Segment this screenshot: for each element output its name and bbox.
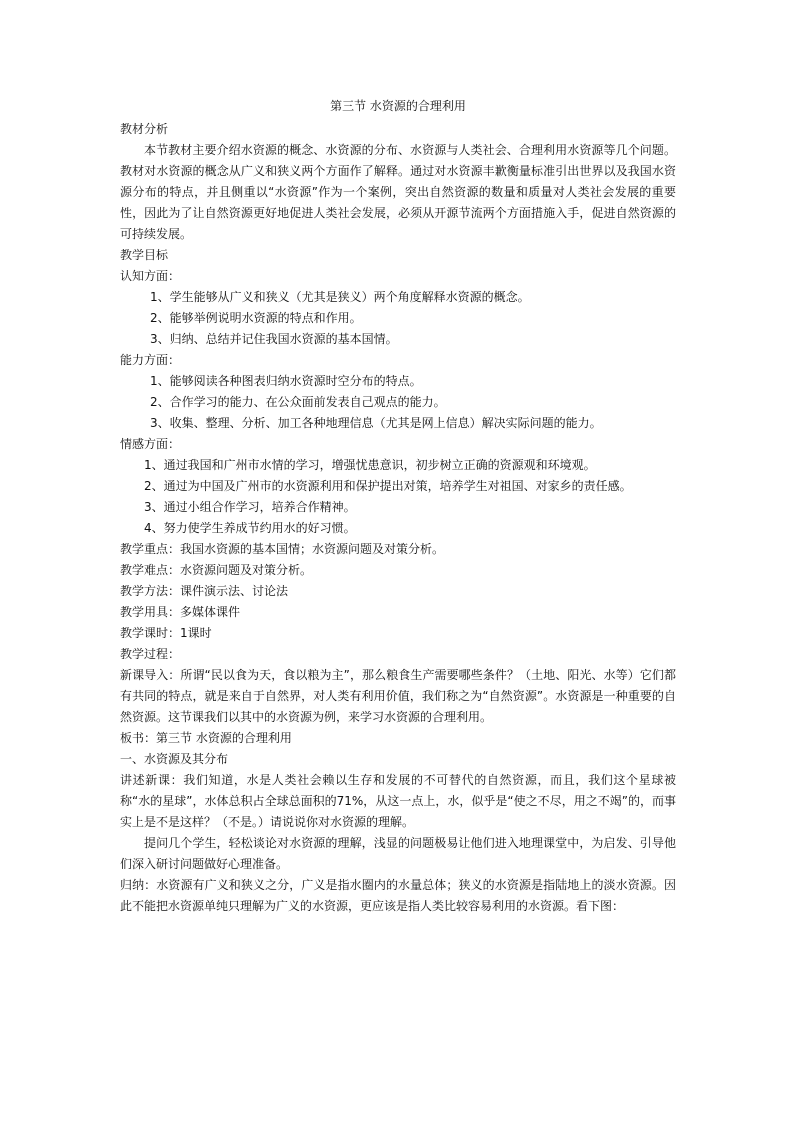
emotion-item: 2、通过为中国及广州市的水资源利用和保护提出对策，培养学生对祖国、对家乡的责任感。 — [144, 479, 632, 493]
process-heading: 教学过程： — [120, 647, 181, 661]
emotion-item: 3、通过小组合作学习，培养合作精神。 — [144, 500, 356, 514]
board-line: 板书：第三节 水资源的合理利用 — [120, 731, 292, 745]
cognition-item: 3、归纳、总结并记住我国水资源的基本国情。 — [150, 332, 398, 346]
cognition-item: 2、能够举例说明水资源的特点和作用。 — [150, 311, 362, 325]
analysis-heading: 教材分析 — [120, 122, 169, 136]
ask-paragraph: 提问几个学生，轻松谈论对水资源的理解，浅显的问题极易让他们进入地理课堂中，为启发、引导他们深入研讨问题做好心理准备。 — [120, 836, 676, 871]
lecture-paragraph: 讲述新课：我们知道，水是人类社会赖以生存和发展的不可替代的自然资源，而且，我们这个星球被称“水的星球”，水体总积占全球总面积的71%，从这一点上，水，似乎是“使之不尽，用之不竭”的，而事实上是不是这样？（不是。）请说说你对水资源的理解。 — [120, 773, 676, 829]
ability-item: 3、收集、整理、分析、加工各种地理信息（尤其是网上信息）解决实际问题的能力。 — [150, 416, 602, 430]
hours: 教学课时：1课时 — [120, 626, 212, 640]
document-body — [120, 96, 676, 917]
summary-paragraph: 归纳：水资源有广义和狭义之分，广义是指水圈内的水量总体；狭义的水资源是指陆地上的淡水资源。因此不能把水资源单纯只理解为广义的水资源，更应该是指人类比较容易利用的水资源。看下图： — [120, 878, 676, 913]
emotion-heading: 情感方面： — [120, 437, 181, 451]
analysis-paragraph: 本节教材主要介绍水资源的概念、水资源的分布、水资源与人类社会、合理利用水资源等几个问题。教材对水资源的概念从广义和狭义两个方面作了解释。通过对水资源丰歉衡量标准引出世界以及我国水资源分布的特点，并且侧重以“水资源”作为一个案例，突出自然资源的数量和质量对人类社会发展的重要性，因此为了让自然资源更好地促进人类社会发展，必须从开源节流两个方面措施入手，促进自然资源的可持续发展。 — [120, 143, 676, 241]
cognition-item: 1、学生能够从广义和狭义（尤其是狭义）两个角度解释水资源的概念。 — [150, 290, 530, 304]
objectives-heading: 教学目标 — [120, 248, 169, 262]
intro-paragraph: 新课导入：所谓“民以食为天，食以粮为主”，那么粮食生产需要哪些条件？（土地、阳光、水等）它们都有共同的特点，就是来自于自然界，对人类有利用价值，我们称之为“自然资源”。水资源是一种重要的自然资源。这节课我们以其中的水资源为例，来学习水资源的合理利用。 — [120, 668, 676, 724]
emotion-item: 4、努力使学生养成节约用水的好习惯。 — [144, 521, 356, 535]
ability-heading: 能力方面： — [120, 353, 181, 367]
ability-item: 2、合作学习的能力、在公众面前发表自己观点的能力。 — [150, 395, 446, 409]
part1-heading: 一、水资源及其分布 — [120, 752, 229, 766]
difficulties: 教学难点：水资源问题及对策分析。 — [120, 563, 313, 577]
ability-item: 1、能够阅读各种图表归纳水资源时空分布的特点。 — [150, 374, 422, 388]
key-points: 教学重点：我国水资源的基本国情；水资源问题及对策分析。 — [120, 542, 445, 556]
page-title: 第三节 水资源的合理利用 — [330, 99, 466, 113]
methods: 教学方法：课件演示法、讨论法 — [120, 584, 289, 598]
cognition-heading: 认知方面： — [120, 269, 181, 283]
tools: 教学用具：多媒体课件 — [120, 605, 241, 619]
emotion-item: 1、通过我国和广州市水情的学习，增强忧患意识，初步树立正确的资源观和环境观。 — [144, 458, 596, 472]
